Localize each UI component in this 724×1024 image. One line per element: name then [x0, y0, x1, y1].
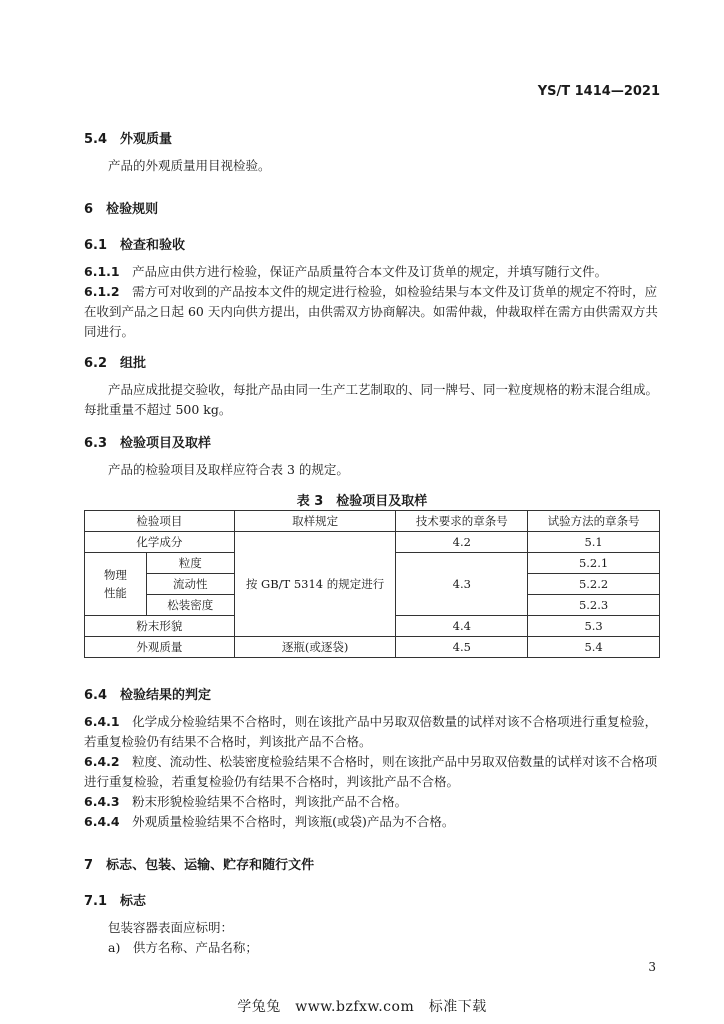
clause-number: 6.4.4 — [84, 814, 120, 829]
requirement-cell: 4.4 — [396, 616, 528, 637]
section-7-1-heading — [84, 890, 146, 909]
requirement-cell: 4.5 — [396, 637, 528, 658]
clause-number: 6.1.2 — [84, 284, 120, 299]
method-cell: 5.3 — [528, 616, 660, 637]
section-6-3-text: 产品的检验项目及取样应符合表 3 的规定。 — [108, 462, 349, 477]
requirement-cell: 4.2 — [396, 532, 528, 553]
table-row — [85, 637, 660, 658]
clause-text: 粉末形貌检验结果不合格时，判该批产品不合格。 — [132, 794, 408, 809]
item-cell: 化学成分 — [85, 532, 235, 553]
method-cell: 5.2.3 — [528, 595, 660, 616]
section-title: 检查和验收 — [120, 238, 186, 253]
list-item-a: a) 供方名称、产品名称； — [108, 940, 258, 955]
header-cell: 检验项目 — [85, 511, 235, 532]
clause-6-4-2 — [84, 752, 660, 792]
section-number: 6.2 — [84, 356, 108, 371]
section-title: 外观质量 — [120, 132, 173, 147]
sampling-cell: 逐瓶(或逐袋) — [234, 637, 396, 658]
clause-6-1-2 — [84, 282, 660, 342]
section-6-4-heading — [84, 684, 211, 703]
standard-number: YS/T 1414—2021 — [537, 84, 660, 99]
section-number: 6.1 — [84, 238, 108, 253]
clause-6-4-3 — [84, 792, 660, 812]
group-cell: 物理 性能 — [85, 553, 147, 616]
clause-text: 产品应由供方进行检验，保证产品质量符合本文件及订货单的规定，并填写随行文件。 — [132, 264, 608, 279]
section-title: 检验项目及取样 — [120, 436, 212, 451]
section-5-4-text: 产品的外观质量用目视检验。 — [108, 158, 271, 173]
item-cell: 粉末形貌 — [85, 616, 235, 637]
requirement-cell: 4.3 — [396, 553, 528, 616]
clause-number: 6.4.1 — [84, 714, 120, 729]
clause-6-1-1 — [84, 262, 660, 282]
section-6-1-heading — [84, 234, 185, 253]
item-cell: 松装密度 — [146, 595, 234, 616]
method-cell: 5.4 — [528, 637, 660, 658]
section-6-3-heading — [84, 432, 211, 451]
clause-number: 6.4.2 — [84, 754, 120, 769]
table-row — [85, 532, 660, 553]
section-title: 检验结果的判定 — [120, 688, 212, 703]
section-number: 7 — [84, 858, 94, 873]
section-6-heading — [84, 198, 158, 217]
section-number: 6.3 — [84, 436, 108, 451]
section-6-2-text: 产品应成批提交验收，每批产品由同一生产工艺制取的、同一牌号、同一粒度规格的粉末混合组成。每批重量不超过 500 kg。 — [84, 382, 659, 417]
table-caption: 表 3 检验项目及取样 — [296, 494, 428, 509]
section-6-2-heading — [84, 352, 146, 371]
clause-text: 需方可对收到的产品按本文件的规定进行检验，如检验结果与本文件及订货单的规定不符时，应在收到产品之日起 60 天内向供方提出，由供需双方协商解决。如需仲裁，仲裁取样在需方由供需双方共同进行。 — [84, 284, 658, 339]
section-5-4-heading — [84, 128, 172, 147]
sampling-cell: 按 GB/T 5314 的规定进行 — [234, 532, 396, 637]
section-title: 标志 — [120, 894, 147, 909]
section-number: 6 — [84, 202, 94, 217]
clause-text: 外观质量检验结果不合格时，判该瓶(或袋)产品为不合格。 — [132, 814, 455, 829]
method-cell: 5.1 — [528, 532, 660, 553]
section-title: 检验规则 — [106, 202, 159, 217]
item-cell: 外观质量 — [85, 637, 235, 658]
method-cell: 5.2.1 — [528, 553, 660, 574]
item-cell: 粒度 — [146, 553, 234, 574]
section-number: 6.4 — [84, 688, 108, 703]
page-number: 3 — [648, 960, 656, 974]
section-7-1-text: 包装容器表面应标明： — [108, 920, 234, 935]
section-title: 组批 — [120, 356, 147, 371]
item-cell: 流动性 — [146, 574, 234, 595]
clause-number: 6.1.1 — [84, 264, 120, 279]
section-title: 标志、包装、运输、贮存和随行文件 — [106, 858, 315, 873]
header-cell: 试验方法的章条号 — [528, 511, 660, 532]
section-number: 7.1 — [84, 894, 108, 909]
section-number: 5.4 — [84, 132, 108, 147]
clause-6-4-4 — [84, 812, 660, 832]
inspection-table — [84, 510, 660, 658]
clause-number: 6.4.3 — [84, 794, 120, 809]
header-cell: 取样规定 — [234, 511, 396, 532]
section-7-heading — [84, 854, 314, 873]
clause-6-4-1 — [84, 712, 660, 752]
header-cell: 技术要求的章条号 — [396, 511, 528, 532]
watermark-footer: 学兔兔 www.bzfxw.com 标准下载 — [237, 999, 487, 1015]
method-cell: 5.2.2 — [528, 574, 660, 595]
clause-text: 粒度、流动性、松装密度检验结果不合格时，则在该批产品中另取双倍数量的试样对该不合格项进行重复检验，若重复检验仍有结果不合格时，判该批产品不合格。 — [84, 754, 658, 789]
clause-text: 化学成分检验结果不合格时，则在该批产品中另取双倍数量的试样对该不合格项进行重复检验，若重复检验仍有结果不合格时，判该批产品不合格。 — [84, 714, 658, 749]
table-header-row — [85, 511, 660, 532]
